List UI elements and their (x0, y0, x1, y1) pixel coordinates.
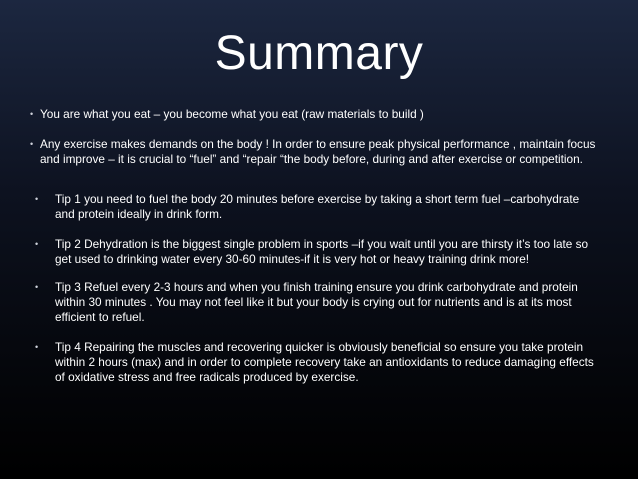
bullet-item (35, 237, 600, 267)
bullet-item (30, 107, 610, 122)
bullet-item (35, 192, 600, 222)
bullet-icon: • (30, 139, 34, 149)
slide-title: Summary (214, 27, 424, 80)
bullet-item (35, 280, 600, 325)
bullet-icon: • (35, 194, 39, 204)
bullet-icon: • (30, 109, 34, 119)
bullet-text: Tip 2 Dehydration is the biggest single problem in sports –if you wait until you are thirsty it’s too late so get used to drinking water every 30-60 minutes-if it is very hot or heavy training drink more! (55, 237, 589, 266)
bullet-text: Tip 1 you need to fuel the body 20 minutes before exercise by taking a short term fuel –carbohydrate and protein ideally in drink form. (55, 192, 580, 221)
bullet-item (35, 340, 600, 385)
bullet-text: Tip 3 Refuel every 2-3 hours and when you finish training ensure you drink carbohydrate and protein within 30 minutes . You may not feel like it but your body is crying out for nutrients and is at its most efficient to refuel. (55, 280, 578, 324)
bullet-icon: • (35, 342, 39, 352)
bullet-text: Tip 4 Repairing the muscles and recovering quicker is obviously beneficial so ensure you take protein within 2 hours (max) and in order to complete recovery take an antioxidants to reduce damaging effects of oxidative stress and free radicals produced by exercise. (55, 340, 594, 384)
bullet-icon: • (35, 282, 39, 292)
bullet-text: Any exercise makes demands on the body ! In order to ensure peak physical performance , maintain focus and improve – it is crucial to “fuel” and “repair “the body before, during and after exercise or competition. (40, 137, 596, 166)
bullet-item (30, 137, 610, 167)
bullet-icon: • (35, 239, 39, 249)
bullet-text: You are what you eat – you become what you eat (raw materials to build ) (40, 107, 424, 121)
